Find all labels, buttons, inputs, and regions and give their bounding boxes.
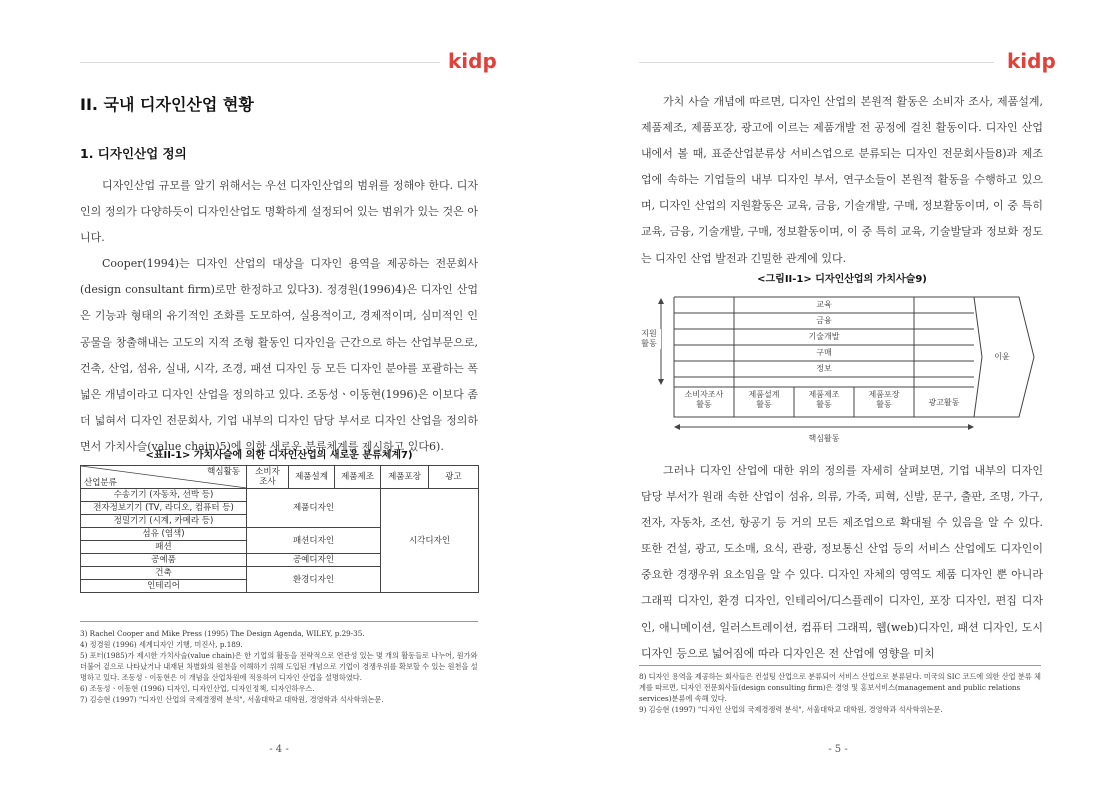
primary-activity: 제품포장 활동 <box>868 390 900 409</box>
footnote-rule <box>80 621 478 622</box>
body-text <box>641 89 1043 272</box>
row-label: 건축 <box>81 567 247 580</box>
kidp-logo: kidp <box>448 49 497 73</box>
profit-label: 이윤 <box>994 352 1010 361</box>
row-label: 인테리어 <box>81 580 247 593</box>
primary-activity: 소비자조사 활동 <box>684 390 724 409</box>
merged-product-design: 제품디자인 <box>247 489 381 528</box>
paragraph: 디자인산업 규모를 알기 위해서는 우선 디자인산업의 범위를 정해야 한다. 디자인의 정의가 다양하듯이 디자인산업도 명확하게 설정되어 있는 범위가 있는 것은 아니다. <box>80 179 478 245</box>
row-label: 섬유 (염색) <box>81 528 247 541</box>
paragraph: Cooper(1994)는 디자인 산업의 대상을 디자인 용역을 제공하는 전문회사(design consultant firm)로만 한정하고 있다3). 정경원(1996)4)은 디자인 산업은 기능과 형태의 유기적인 조화를 도모하여, 실용적이고, 경제적이며, 심미적인 인공물을 창출해내는 고도의 지적 조형 활동인 디자인을 근간으로 하는 산업부문으로, 건축, 산업, 섬유, 실내, 시각, 조경, 패션 디자인 등 모든 디자인 분야를 포괄하는 폭넓은 개념이라고 디자인 산업을 정의하고 있다. 조동성ㆍ이동현(1996)은 이보다 좀 더 넓혀서 디자인 전문회사, 기업 내부의 디자인 담당 부서로 디자인 산업을 정의하면서 가치사슬(value chain)5)에 의한 새로운 분류체계를 제시하고 있다6). <box>80 257 478 453</box>
footnotes <box>80 628 478 705</box>
col-header: 소비자 조사 <box>247 466 289 489</box>
value-chain-figure <box>637 296 1037 446</box>
footnotes <box>639 671 1041 715</box>
support-row: 기술개발 <box>808 332 840 341</box>
left-page <box>0 0 558 793</box>
primary-activity: 제품설계 활동 <box>748 390 780 409</box>
header-industry: 산업분류 <box>84 478 117 488</box>
figure-caption: <그림II-1> 디자인산업의 가치사슬9) <box>757 274 927 285</box>
merged-environment-design: 환경디자인 <box>247 567 381 593</box>
page-number: - 5 - <box>828 744 848 755</box>
chapter-title: II. 국내 디자인산업 현황 <box>80 95 254 114</box>
footnote-rule <box>639 665 1041 666</box>
footnote: 8) 디자인 용역을 제공하는 회사들은 컨설팅 산업으로 분류되어 서비스 산업으로 분류된다. 미국의 SIC 코드에 의한 산업 분류 체계를 따르면, 디자인 전문회사들(design consulting firm)은 경영 및 홍보서비스(management and public relations services)분류에 속해 있다. <box>639 672 1041 703</box>
support-row: 정보 <box>816 364 832 373</box>
col-header: 광고 <box>429 466 479 489</box>
merged-visual-design: 시각디자인 <box>381 489 479 593</box>
row-label: 패션 <box>81 541 247 554</box>
support-activity-label: 지원 활동 <box>637 329 661 349</box>
kidp-logo: kidp <box>1007 49 1056 73</box>
footnote: 4) 정경원 (1996) 세계디자인 기행, 미진사, p.189. <box>80 640 243 649</box>
col-header: 제품설계 <box>289 466 335 489</box>
footnote: 9) 김승현 (1997) "디자인 산업의 국제경쟁력 분석", 서울대학교 대학원, 경영학과 석사학위논문. <box>639 705 943 714</box>
header-rule <box>80 62 440 63</box>
diagonal-header-cell <box>81 466 247 489</box>
footnote: 7) 김승현 (1997) "디자인 산업의 국제경쟁력 분석", 서울대학교 대학원, 경영학과 석사학위논문. <box>80 695 384 704</box>
primary-activity: 제품제조 활동 <box>808 390 840 409</box>
support-row: 구매 <box>816 348 832 357</box>
header-rule <box>639 62 994 63</box>
row-label: 정밀기기 (시계, 카메라 등) <box>81 515 247 528</box>
support-row: 금융 <box>816 316 832 325</box>
paragraph: 가치 사슬 개념에 따르면, 디자인 산업의 본원적 활동은 소비자 조사, 제품설계, 제품제조, 제품포장, 광고에 이르는 제품개발 전 공정에 걸친 활동이다. 디자인 산업 내에서 볼 때, 표준산업분류상 서비스업으로 분류되는 디자인 전문회사들8)과 제조업에 속하는 기업들의 내부 디자인 부서, 연구소들이 본원적 활동을 수행하고 있으며, 디자인 산업의 지원활동은 교육, 금융, 기술개발, 구매, 정보활동이며, 이 중 특히 교육, 금융, 기술개발, 구매, 정보활동이며, 이 중 특히 교육, 기술발달과 정보화 정도는 디자인 산업 발전과 긴밀한 관계에 있다. <box>641 95 1043 265</box>
page-number: - 4 - <box>269 744 289 755</box>
header-core-activity: 핵심활동 <box>207 467 240 477</box>
col-header: 제품제조 <box>335 466 381 489</box>
body-text <box>641 458 1043 667</box>
right-page <box>559 0 1117 793</box>
table-caption: <표II-1> 가치사슬에 의한 디자인산업의 새로운 분류체계7) <box>145 450 413 461</box>
section-title: 1. 디자인산업 정의 <box>80 146 187 161</box>
classification-table <box>80 465 479 593</box>
merged-fashion-design: 패션디자인 <box>247 528 381 554</box>
core-activity-label: 핵심활동 <box>808 434 840 443</box>
footnote: 3) Rachel Cooper and Mike Press (1995) The Design Agenda, WILEY, p.29-35. <box>80 629 365 638</box>
primary-activity: 광고활동 <box>928 398 960 407</box>
footnote: 6) 조동성ㆍ이동현 (1996) 디자인, 디자인산업, 디자인정책, 디자인하우스. <box>80 684 315 693</box>
row-label: 전자정보기기 (TV, 라디오, 컴퓨터 등) <box>81 502 247 515</box>
row-label: 수송기기 (자동차, 선박 등) <box>81 489 247 502</box>
body-text <box>80 173 478 460</box>
col-header: 제품포장 <box>381 466 429 489</box>
paragraph: 그러나 디자인 산업에 대한 위의 정의를 자세히 살펴보면, 기업 내부의 디자인 담당 부서가 원래 속한 산업이 섬유, 의류, 가죽, 피혁, 신발, 문구, 출판, 조명, 가구, 전자, 자동차, 조선, 항공기 등 거의 모든 제조업으로 확대될 수 있음을 알 수 있다. 또한 건설, 광고, 도소매, 요식, 관광, 정보통신 산업 등의 서비스 산업에도 디자인이 중요한 경쟁우위 요소임을 알 수 있다. 디자인 자체의 영역도 제품 디자인 뿐 아니라 그래픽 디자인, 환경 디자인, 인테리어/디스플레이 디자인, 포장 디자인, 편집 디자인, 애니메이션, 일러스트레이션, 컴퓨터 그래픽, 웹(web)디자인, 패션 디자인, 도시 디자인 등으로 넓어짐에 따라 디자인은 전 산업에 영향을 미치 <box>641 464 1043 660</box>
footnote: 5) 포터(1985)가 제시한 가치사슬(value chain)은 한 기업의 활동을 전략적으로 연관성 있는 몇 개의 활동들로 나누어, 원가와 더불어 겉으로 나타났거나 내재된 차별화의 원천을 이해하기 위해 도입된 개념으로 기업이 경쟁우위를 확보할 수 있는 원천을 설명하고 있다. 조동성ㆍ이동현은 이 개념을 산업차원에 적용하여 디자인 산업을 설명하였다. <box>80 651 478 682</box>
support-row: 교육 <box>816 300 832 309</box>
row-label: 공예품 <box>81 554 247 567</box>
merged-craft-design: 공예디자인 <box>247 554 381 567</box>
